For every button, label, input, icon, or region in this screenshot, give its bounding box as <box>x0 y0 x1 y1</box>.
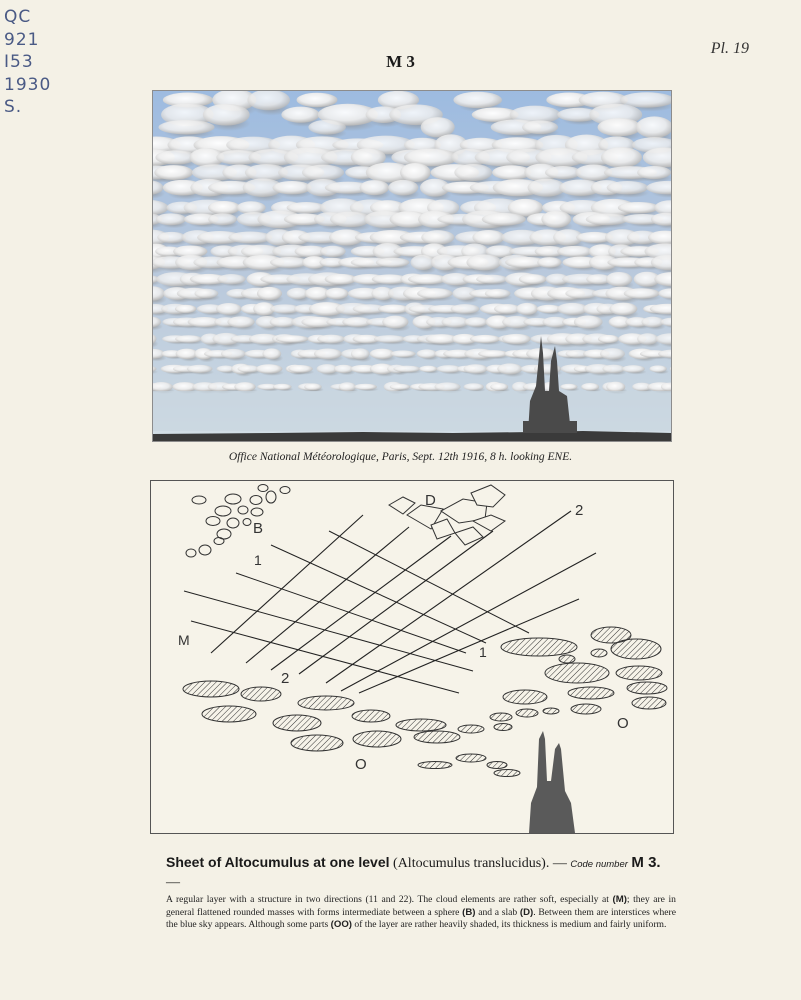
catalog-line: S. <box>4 97 23 117</box>
shaded-cloud-masses <box>183 627 667 777</box>
catalog-line: I53 <box>4 52 34 72</box>
reference-m: (M) <box>612 894 627 905</box>
catalog-line: QC <box>4 7 32 27</box>
label-m: M <box>178 632 190 648</box>
cloud-photo-illustration <box>153 91 671 441</box>
label-o-right: O <box>617 715 629 732</box>
diagram-illustration <box>151 481 673 833</box>
body-text: A regular layer with a structure in two directions (11 and 22). The cloud elements are rather soft, especially at <box>166 894 609 905</box>
cloud-photograph <box>152 90 672 442</box>
description-title <box>166 853 676 892</box>
body-text: ; they are in general flattened rounded masses with forms intermediate between a sphere <box>166 894 676 918</box>
catalog-line: 1930 <box>4 74 52 95</box>
label-2-mid: 2 <box>281 670 290 687</box>
structure-lines-direction-1 <box>184 531 529 693</box>
cloud-name: Sheet of Altocumulus at one level <box>166 854 390 870</box>
label-1-mid: 1 <box>479 644 487 660</box>
reference-oo: (OO) <box>330 919 352 931</box>
catalog-line: 921 <box>4 29 40 50</box>
reference-d: (D) <box>519 906 534 918</box>
body-text: of the layer are rather heavily shaded, its thickness is medium and fairly uniform. <box>354 919 667 931</box>
dash: — <box>552 856 567 871</box>
label-d: D <box>425 492 436 509</box>
label-1-top: 1 <box>254 552 262 568</box>
code-number-label: Code number <box>570 859 628 870</box>
reference-b: (B) <box>462 906 476 918</box>
plate-number: Pl. 19 <box>710 40 749 57</box>
label-2-top: 2 <box>575 502 584 519</box>
description-body <box>166 894 676 932</box>
photo-caption: Office National Météorologique, Paris, Sept. 12th 1916, 8 h. looking ENE. <box>228 451 573 463</box>
code-number: M 3. <box>631 854 661 871</box>
body-text: . Between them are interstices where the blue sky appears. Although some parts <box>166 906 676 931</box>
slab-elements-d <box>389 485 505 545</box>
label-o-bottom: O <box>355 756 367 773</box>
plate-code: M 3 <box>386 52 415 71</box>
cathedral-diagram-silhouette <box>529 731 575 833</box>
cloud-latin-name: (Altocumulus translucidus). <box>393 856 550 871</box>
body-text: and a slab <box>478 906 518 918</box>
cloud-structure-diagram <box>150 480 674 834</box>
plate-description <box>166 853 676 932</box>
dash: — <box>166 875 180 890</box>
structure-lines-direction-2 <box>211 511 596 693</box>
label-b: B <box>253 520 264 537</box>
